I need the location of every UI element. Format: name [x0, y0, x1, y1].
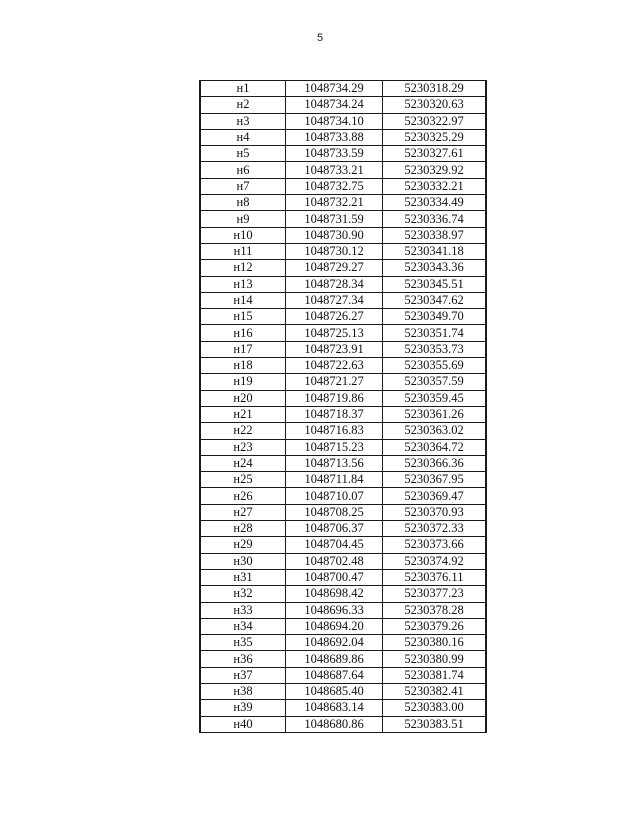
point-name-cell: н23: [200, 439, 286, 455]
table-row: [200, 504, 486, 520]
point-name-cell: н11: [200, 243, 286, 259]
x-coordinate-cell: 1048723.91: [286, 341, 383, 357]
y-coordinate-cell: 5230380.99: [383, 651, 487, 667]
y-coordinate-cell: 5230373.66: [383, 537, 487, 553]
x-coordinate-cell: 1048726.27: [286, 309, 383, 325]
x-coordinate-cell: 1048730.90: [286, 227, 383, 243]
coordinates-table: [199, 80, 487, 733]
table-row: [200, 700, 486, 716]
x-coordinate-cell: 1048728.34: [286, 276, 383, 292]
y-coordinate-cell: 5230379.26: [383, 618, 487, 634]
x-coordinate-cell: 1048704.45: [286, 537, 383, 553]
point-name-cell: н31: [200, 569, 286, 585]
table-row: [200, 618, 486, 634]
point-name-cell: н5: [200, 146, 286, 162]
point-name-cell: н34: [200, 618, 286, 634]
table-row: [200, 97, 486, 113]
y-coordinate-cell: 5230381.74: [383, 667, 487, 683]
table-row: [200, 374, 486, 390]
x-coordinate-cell: 1048700.47: [286, 569, 383, 585]
y-coordinate-cell: 5230329.92: [383, 162, 487, 178]
x-coordinate-cell: 1048715.23: [286, 439, 383, 455]
y-coordinate-cell: 5230383.51: [383, 716, 487, 732]
y-coordinate-cell: 5230355.69: [383, 358, 487, 374]
point-name-cell: н4: [200, 129, 286, 145]
y-coordinate-cell: 5230377.23: [383, 586, 487, 602]
point-name-cell: н29: [200, 537, 286, 553]
x-coordinate-cell: 1048706.37: [286, 521, 383, 537]
y-coordinate-cell: 5230332.21: [383, 178, 487, 194]
y-coordinate-cell: 5230327.61: [383, 146, 487, 162]
table-row: [200, 455, 486, 471]
page-number: 5: [316, 32, 324, 44]
y-coordinate-cell: 5230343.36: [383, 260, 487, 276]
table-row: [200, 292, 486, 308]
x-coordinate-cell: 1048711.84: [286, 472, 383, 488]
table-row: [200, 243, 486, 259]
y-coordinate-cell: 5230347.62: [383, 292, 487, 308]
x-coordinate-cell: 1048685.40: [286, 683, 383, 699]
y-coordinate-cell: 5230341.18: [383, 243, 487, 259]
table-row: [200, 521, 486, 537]
x-coordinate-cell: 1048733.21: [286, 162, 383, 178]
x-coordinate-cell: 1048725.13: [286, 325, 383, 341]
table-row: [200, 129, 486, 145]
point-name-cell: н32: [200, 586, 286, 602]
point-name-cell: н6: [200, 162, 286, 178]
y-coordinate-cell: 5230322.97: [383, 113, 487, 129]
y-coordinate-cell: 5230334.49: [383, 195, 487, 211]
x-coordinate-cell: 1048710.07: [286, 488, 383, 504]
table-row: [200, 325, 486, 341]
table-row: [200, 146, 486, 162]
point-name-cell: н20: [200, 390, 286, 406]
y-coordinate-cell: 5230336.74: [383, 211, 487, 227]
table-row: [200, 635, 486, 651]
x-coordinate-cell: 1048733.88: [286, 129, 383, 145]
point-name-cell: н1: [200, 81, 286, 97]
y-coordinate-cell: 5230361.26: [383, 406, 487, 422]
x-coordinate-cell: 1048696.33: [286, 602, 383, 618]
x-coordinate-cell: 1048722.63: [286, 358, 383, 374]
table-row: [200, 602, 486, 618]
x-coordinate-cell: 1048734.29: [286, 81, 383, 97]
point-name-cell: н13: [200, 276, 286, 292]
table-row: [200, 113, 486, 129]
x-coordinate-cell: 1048702.48: [286, 553, 383, 569]
x-coordinate-cell: 1048680.86: [286, 716, 383, 732]
table-row: [200, 423, 486, 439]
x-coordinate-cell: 1048731.59: [286, 211, 383, 227]
x-coordinate-cell: 1048719.86: [286, 390, 383, 406]
table-row: [200, 488, 486, 504]
table-row: [200, 537, 486, 553]
table-row: [200, 358, 486, 374]
table-row: [200, 178, 486, 194]
y-coordinate-cell: 5230349.70: [383, 309, 487, 325]
x-coordinate-cell: 1048732.75: [286, 178, 383, 194]
table-row: [200, 162, 486, 178]
point-name-cell: н40: [200, 716, 286, 732]
point-name-cell: н17: [200, 341, 286, 357]
table-row: [200, 227, 486, 243]
point-name-cell: н24: [200, 455, 286, 471]
x-coordinate-cell: 1048732.21: [286, 195, 383, 211]
table-row: [200, 569, 486, 585]
point-name-cell: н25: [200, 472, 286, 488]
y-coordinate-cell: 5230345.51: [383, 276, 487, 292]
coordinates-table-body: [200, 81, 486, 733]
point-name-cell: н10: [200, 227, 286, 243]
point-name-cell: н9: [200, 211, 286, 227]
table-row: [200, 472, 486, 488]
table-row: [200, 716, 486, 732]
x-coordinate-cell: 1048689.86: [286, 651, 383, 667]
table-row: [200, 667, 486, 683]
x-coordinate-cell: 1048683.14: [286, 700, 383, 716]
y-coordinate-cell: 5230363.02: [383, 423, 487, 439]
point-name-cell: н33: [200, 602, 286, 618]
point-name-cell: н37: [200, 667, 286, 683]
y-coordinate-cell: 5230367.95: [383, 472, 487, 488]
x-coordinate-cell: 1048692.04: [286, 635, 383, 651]
y-coordinate-cell: 5230318.29: [383, 81, 487, 97]
point-name-cell: н30: [200, 553, 286, 569]
point-name-cell: н28: [200, 521, 286, 537]
point-name-cell: н21: [200, 406, 286, 422]
x-coordinate-cell: 1048718.37: [286, 406, 383, 422]
point-name-cell: н27: [200, 504, 286, 520]
point-name-cell: н39: [200, 700, 286, 716]
table-row: [200, 260, 486, 276]
point-name-cell: н38: [200, 683, 286, 699]
table-row: [200, 309, 486, 325]
point-name-cell: н35: [200, 635, 286, 651]
x-coordinate-cell: 1048734.10: [286, 113, 383, 129]
x-coordinate-cell: 1048694.20: [286, 618, 383, 634]
point-name-cell: н26: [200, 488, 286, 504]
point-name-cell: н15: [200, 309, 286, 325]
point-name-cell: н3: [200, 113, 286, 129]
table-row: [200, 651, 486, 667]
x-coordinate-cell: 1048687.64: [286, 667, 383, 683]
y-coordinate-cell: 5230376.11: [383, 569, 487, 585]
table-row: [200, 211, 486, 227]
y-coordinate-cell: 5230382.41: [383, 683, 487, 699]
y-coordinate-cell: 5230325.29: [383, 129, 487, 145]
table-row: [200, 390, 486, 406]
x-coordinate-cell: 1048716.83: [286, 423, 383, 439]
y-coordinate-cell: 5230369.47: [383, 488, 487, 504]
y-coordinate-cell: 5230372.33: [383, 521, 487, 537]
table-row: [200, 195, 486, 211]
table-row: [200, 406, 486, 422]
x-coordinate-cell: 1048733.59: [286, 146, 383, 162]
y-coordinate-cell: 5230359.45: [383, 390, 487, 406]
y-coordinate-cell: 5230374.92: [383, 553, 487, 569]
y-coordinate-cell: 5230364.72: [383, 439, 487, 455]
point-name-cell: н8: [200, 195, 286, 211]
table-row: [200, 683, 486, 699]
x-coordinate-cell: 1048713.56: [286, 455, 383, 471]
y-coordinate-cell: 5230366.36: [383, 455, 487, 471]
point-name-cell: н7: [200, 178, 286, 194]
y-coordinate-cell: 5230380.16: [383, 635, 487, 651]
y-coordinate-cell: 5230357.59: [383, 374, 487, 390]
point-name-cell: н16: [200, 325, 286, 341]
point-name-cell: н14: [200, 292, 286, 308]
point-name-cell: н2: [200, 97, 286, 113]
table-row: [200, 341, 486, 357]
y-coordinate-cell: 5230320.63: [383, 97, 487, 113]
table-row: [200, 586, 486, 602]
y-coordinate-cell: 5230378.28: [383, 602, 487, 618]
table-row: [200, 439, 486, 455]
x-coordinate-cell: 1048729.27: [286, 260, 383, 276]
point-name-cell: н12: [200, 260, 286, 276]
point-name-cell: н18: [200, 358, 286, 374]
point-name-cell: н36: [200, 651, 286, 667]
x-coordinate-cell: 1048721.27: [286, 374, 383, 390]
y-coordinate-cell: 5230383.00: [383, 700, 487, 716]
x-coordinate-cell: 1048734.24: [286, 97, 383, 113]
table-row: [200, 553, 486, 569]
point-name-cell: н22: [200, 423, 286, 439]
table-row: [200, 276, 486, 292]
x-coordinate-cell: 1048730.12: [286, 243, 383, 259]
y-coordinate-cell: 5230370.93: [383, 504, 487, 520]
y-coordinate-cell: 5230353.73: [383, 341, 487, 357]
y-coordinate-cell: 5230338.97: [383, 227, 487, 243]
table-row: [200, 81, 486, 97]
x-coordinate-cell: 1048708.25: [286, 504, 383, 520]
point-name-cell: н19: [200, 374, 286, 390]
y-coordinate-cell: 5230351.74: [383, 325, 487, 341]
x-coordinate-cell: 1048698.42: [286, 586, 383, 602]
x-coordinate-cell: 1048727.34: [286, 292, 383, 308]
